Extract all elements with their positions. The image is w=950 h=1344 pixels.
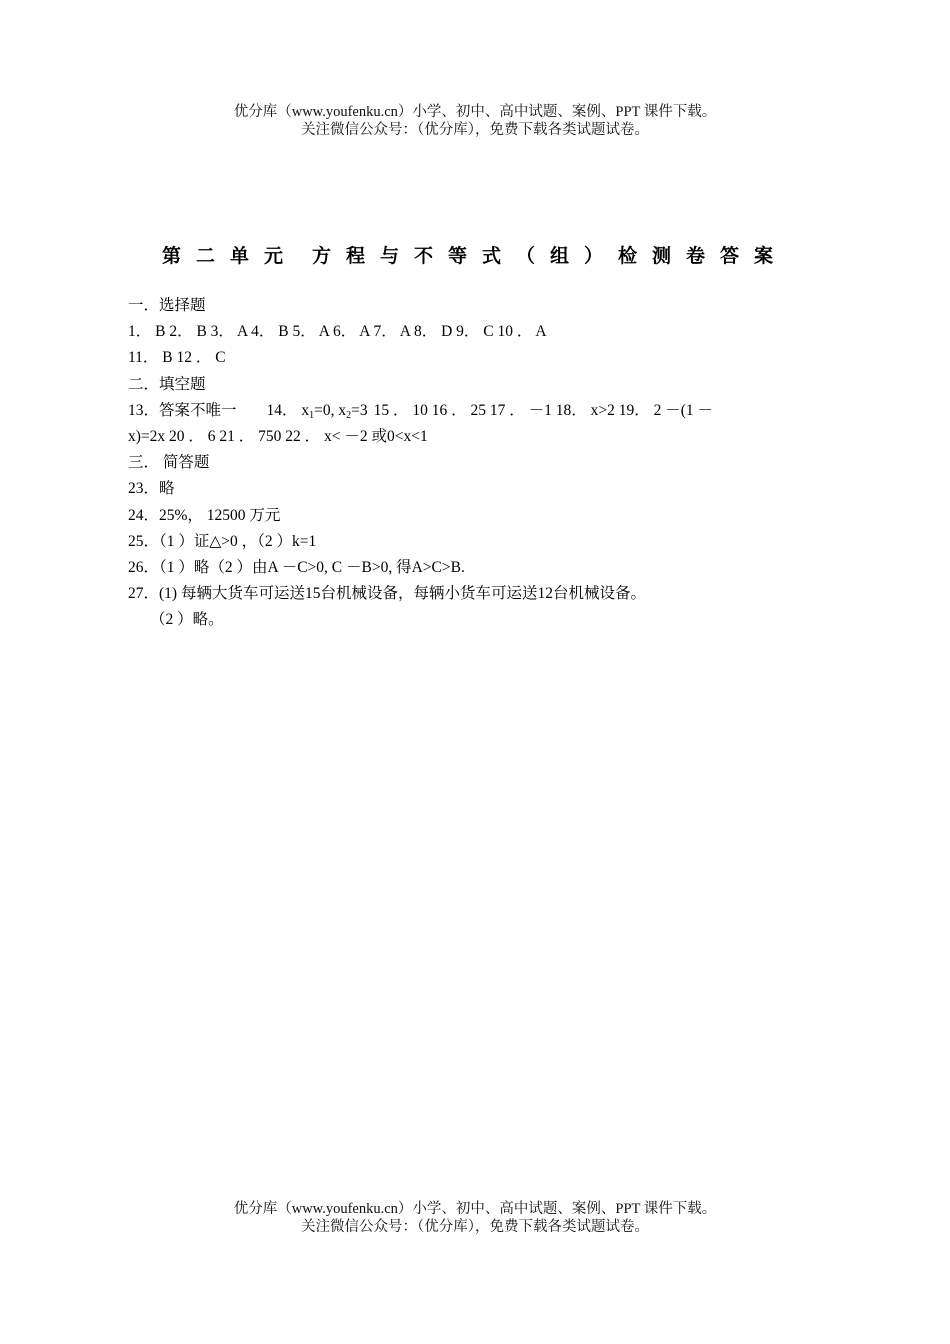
choice-answers-row-2: 11． B 12 ． C: [128, 349, 226, 367]
fill-answers-row-1: [128, 398, 828, 424]
section-heading-choice: 一．选择题: [128, 297, 206, 314]
answer-14-sub-1: 1: [309, 409, 315, 421]
header-line-1: 优分库（www.youfenku.cn）小学、初中、高中试题、案例、PPT 课件下载。: [233, 104, 717, 120]
title-unit: 第二单元: [161, 246, 298, 267]
answer-14-prefix: 14． x: [266, 401, 310, 419]
answer-14-mid: =0, x: [314, 401, 347, 419]
document-title: [0, 241, 950, 268]
section-heading-fill: 二．填空题: [128, 375, 206, 393]
answer-25: 25．（1 ）证△>0 ，（2 ）k=1: [128, 532, 317, 550]
answer-27-part-2: （2 ）略。: [150, 611, 224, 629]
footer-line-1: 优分库（www.youfenku.cn）小学、初中、高中试题、案例、PPT 课件下载。: [233, 1201, 717, 1217]
answer-26: 26．（1 ）略（2 ）由A －C>0, C －B>0, 得A>C>B.: [128, 558, 465, 576]
answer-13: 13．答案不唯一: [128, 401, 237, 419]
header-line-2: 关注微信公众号：（优分库），免费下载各类试题试卷。: [301, 122, 649, 138]
section-heading-short-answer: 三． 简答题: [128, 454, 210, 472]
answer-14-suffix: =3: [351, 401, 368, 419]
footer-line-2: 关注微信公众号：（优分库），免费下载各类试题试卷。: [301, 1219, 649, 1235]
choice-answers-row-1: 1． B 2． B 3． A 4． B 5． A 6． A 7． A 8． D 9． C 10 ． A: [128, 323, 547, 341]
fill-answers-row-2: x)=2x 20 ． 6 21 ． 750 22 ． x< －2 或0<x<1: [128, 427, 428, 445]
answer-27: 27．(1) 每辆大货车可运送15台机械设备，每辆小货车可运送12台机械设备。: [128, 585, 646, 603]
answer-23: 23．略: [128, 480, 175, 498]
page-footer: [0, 1200, 950, 1236]
answer-content: [128, 293, 828, 633]
page-header: [0, 103, 950, 139]
answer-14-sub-2: 2: [346, 409, 352, 421]
answer-24: 24．25%， 12500 万元: [128, 506, 281, 524]
fill-answers-rest: 15 ． 10 16 ． 25 17 ． －1 18． x>2 19． 2 －(1 －: [373, 401, 714, 419]
title-topic: 方程与不等式（组）检测卷答案: [312, 246, 789, 267]
